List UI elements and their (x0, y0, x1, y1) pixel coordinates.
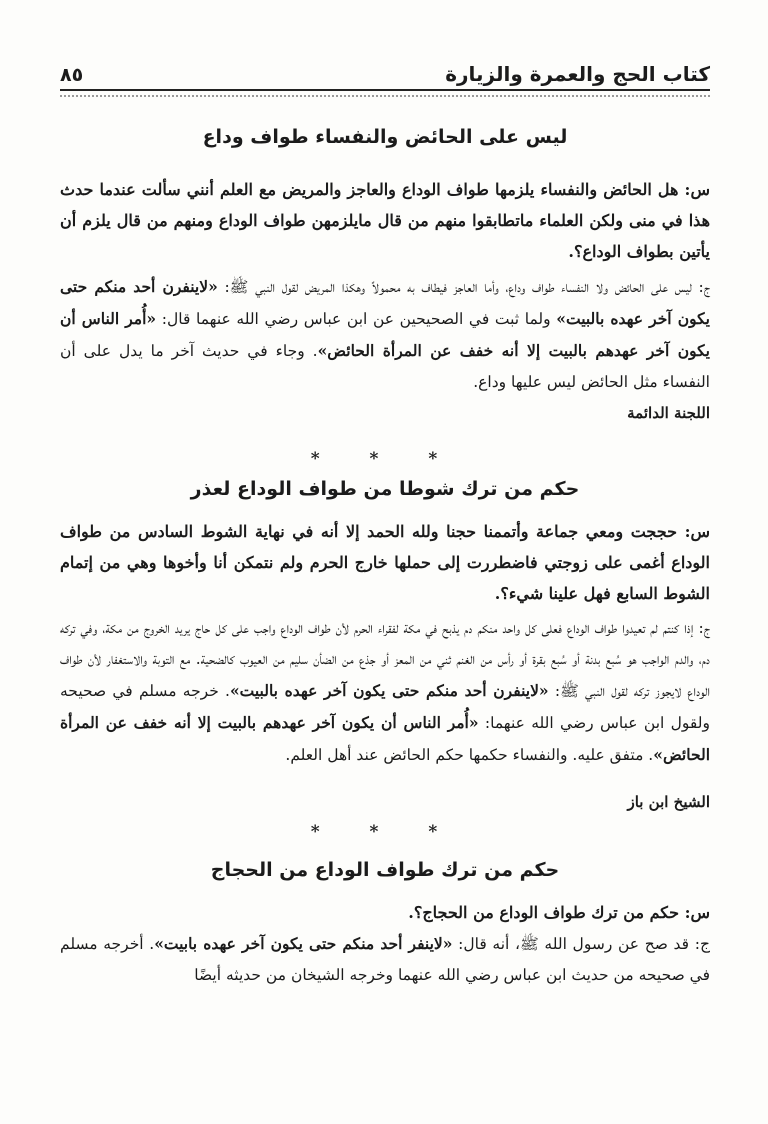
section-separator: * * * (310, 449, 460, 469)
hadith-quote: «لاينفر أحد منكم حتى يكون آخر عهده بابيت» (154, 934, 453, 953)
header-rule (60, 89, 710, 97)
answer-text: ج: ليس على الحائض ولا النفساء طواف وداع، وأما العاجز فيطاف به محمولاً وهكذا المريض لقول النبي ﷺ: (217, 278, 710, 296)
answer-paragraph (60, 613, 710, 771)
section-separator: * * * (310, 822, 460, 842)
answer-text: ولما ثبت في الصحيحين عن ابن عباس رضي الله عنهما قال: (156, 310, 557, 328)
book-title: كتاب الحج والعمرة والزيارة (445, 62, 710, 86)
page-number: ٨٥ (60, 64, 84, 86)
fatwa-source: اللجنة الدائمة (627, 404, 710, 422)
page-header (60, 50, 710, 86)
page-content (60, 122, 710, 991)
answer-text: ج: قد صح عن رسول الله ﷺ، أنه قال: (452, 935, 710, 953)
answer-text: . وجاء في حديث آخر ما يدل على أن النفساء مثل الحائض ليس عليها وداع. (60, 342, 710, 391)
answer-paragraph (60, 928, 710, 991)
hadith-quote: «أُمر الناس أن يكون آخر عهدهم بالبيت إلا أنه خفف عن المرأة الحائض» (60, 309, 710, 360)
fatwa-source: الشيخ ابن باز (627, 793, 710, 811)
answer-paragraph (60, 271, 710, 398)
answer-text: ج: إذا كنتم لم تعيدوا طواف الوداع فعلى كل واحد منكم دم يذبح في مكة لفقراء الحرم لأن طواف الوداع واجب على كل حاج يريد الخروج من مكة، وفي تركه دم، والدم الواجب هو سُبع بدنة أو سُبع بقرة أو رأس من الغنم ثني من المعز أو جذع من الضأن سليم من العيوب كالضحية. مع التوبة والاستغفار لأن طواف الوداع لايجوز تركه لقول النبي ﷺ: (60, 619, 710, 700)
hadith-quote: «أُمر الناس أن يكون آخر عهدهم بالبيت إلا أنه خفف عن المرأة الحائض» (60, 713, 710, 764)
section-title: ليس على الحائض والنفساء طواف وداع (202, 126, 568, 148)
answer-text: . أخرجه مسلم في صحيحه من حديث ابن عباس رضي الله عنهما وخرجه الشيخان من حديثه أيضًا (60, 935, 710, 984)
hadith-quote: «لاينفرن أحد منكم حتى يكون آخر عهده بالبيت» (229, 681, 549, 700)
hadith-quote: «لاينفرن أحد منكم حتى يكون آخر عهده بالبيت» (60, 277, 710, 328)
section-title: حكم من ترك شوطا من طواف الوداع لعذر (190, 478, 580, 500)
question-paragraph: س: هل الحائض والنفساء يلزمها طواف الوداع والعاجز والمريض مع العلم أنني سألت عندما حدث هذا في منى ولكن العلماء ماتطابقوا منهم من قال مايلزمهن طواف الوداع ومنهم من قال يلزم أن يأتين بطواف الوداع؟. (60, 180, 710, 261)
answer-text: . متفق عليه. والنفساء حكمها حكم الحائض عند أهل العلم. (285, 746, 654, 764)
question-paragraph: س: حججت ومعي جماعة وأتممنا حجنا ولله الحمد إلا أنه في نهاية الشوط السادس من طواف الوداع أغمى على زوجتي فاضطررت إلى حملها خارج الحرم ولم نتمكن أنا وأخوها وهي من إتمام الشوط السابع فهل علينا شيء؟. (60, 522, 711, 603)
question-paragraph: س: حكم من ترك طواف الوداع من الحجاج؟. (408, 903, 710, 922)
answer-text: . خرجه مسلم في صحيحه ولقول ابن عباس رضي الله عنهما: (60, 682, 710, 732)
section-title: حكم من ترك طواف الوداع من الحجاج (210, 859, 560, 881)
